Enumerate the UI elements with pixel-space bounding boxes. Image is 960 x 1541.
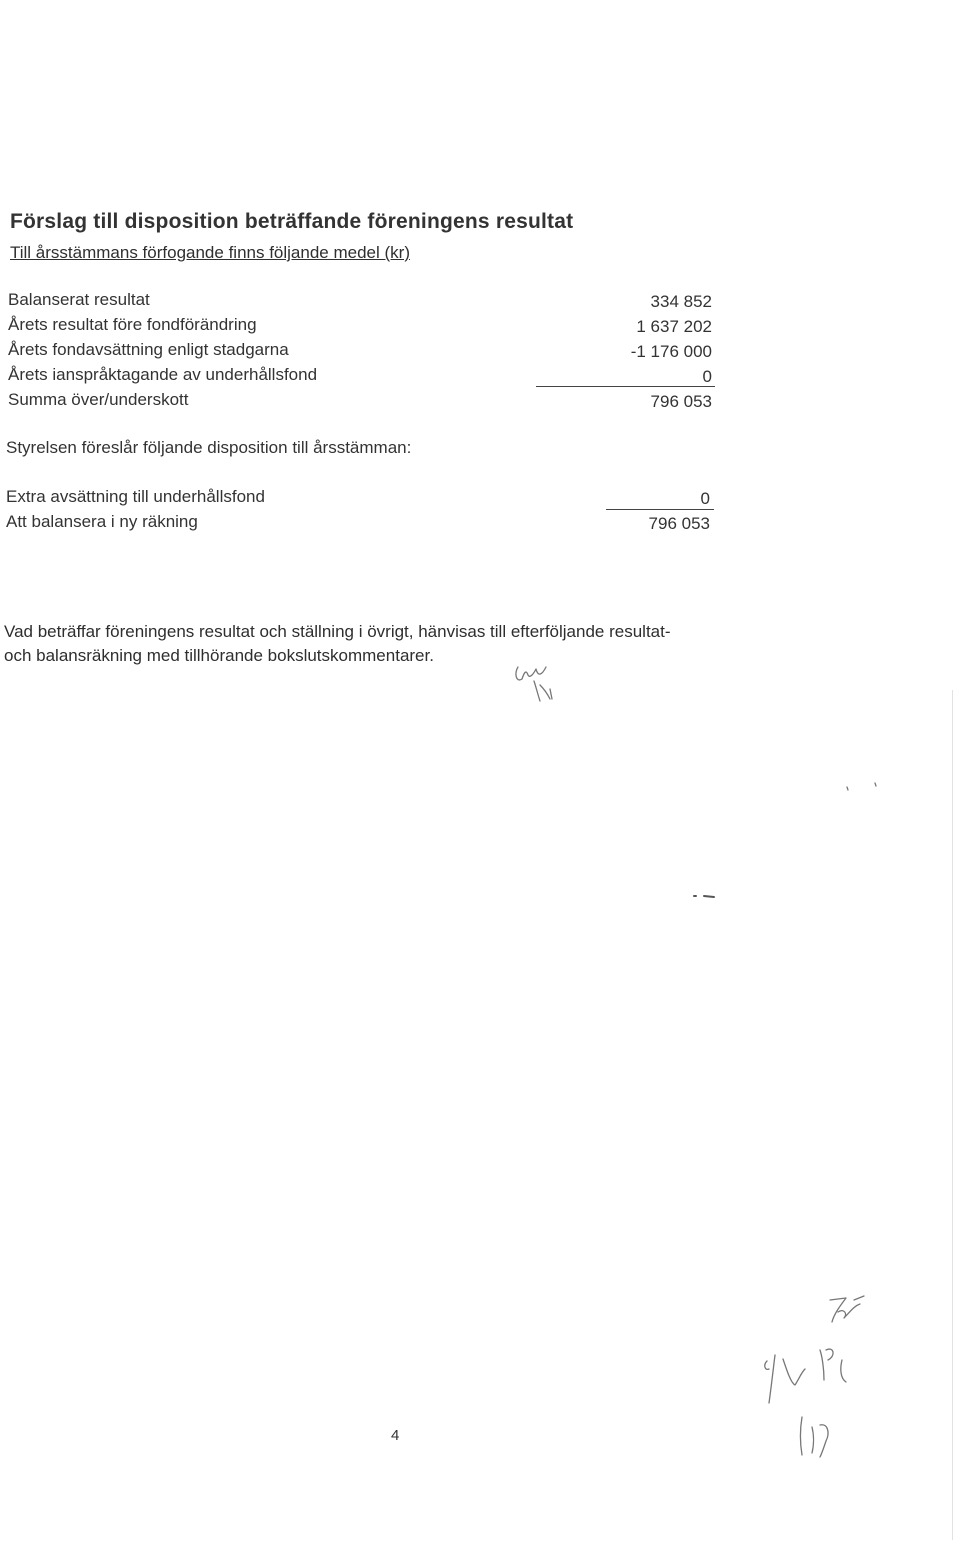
- proposal-intro: Styrelsen föreslår följande disposition till årsstämman:: [6, 438, 412, 457]
- closing-paragraph: [4, 620, 671, 668]
- scan-specks: [835, 775, 895, 805]
- funds-total-value: 796 053: [650, 392, 712, 411]
- scan-edge-line: [952, 690, 953, 1540]
- sum-divider-line: [536, 386, 715, 387]
- handwritten-signature-2: [812, 1340, 862, 1400]
- document-subtitle: Till årsstämmans förfogande finns följande medel (kr): [10, 243, 410, 262]
- funds-row-label: Balanserat resultat: [8, 290, 150, 309]
- scan-speck-dash: [690, 890, 730, 905]
- handwritten-initials-1: [510, 655, 570, 705]
- closing-line-2: och balansräkning med tillhörande bokslutskommentarer.: [4, 646, 434, 665]
- proposal-row-value: 0: [700, 489, 710, 508]
- funds-total-label: Summa över/underskott: [8, 390, 189, 409]
- handwritten-initials-2: [820, 1290, 880, 1330]
- funds-row-label: Årets ianspråktagande av underhållsfond: [8, 365, 318, 384]
- funds-row-value: -1 176 000: [630, 342, 712, 361]
- proposal-row-label: Att balansera i ny räkning: [6, 512, 198, 531]
- document-title: Förslag till disposition beträffande föreningens resultat: [10, 210, 574, 233]
- proposal-divider-line: [606, 509, 714, 510]
- funds-row-value: 1 637 202: [636, 317, 712, 336]
- page-number: 4: [391, 1427, 400, 1444]
- funds-row-label: Årets resultat före fondförändring: [8, 315, 257, 334]
- funds-row-value: 334 852: [650, 292, 712, 311]
- proposal-row-label: Extra avsättning till underhållsfond: [6, 487, 265, 506]
- funds-row-value: 0: [702, 367, 712, 386]
- proposal-row-value: 796 053: [648, 514, 710, 533]
- funds-row-label: Årets fondavsättning enligt stadgarna: [8, 340, 289, 359]
- handwritten-signature-3: [790, 1405, 850, 1465]
- closing-line-1: Vad beträffar föreningens resultat och ställning i övrigt, hänvisas till efterföljande resultat-: [4, 622, 671, 641]
